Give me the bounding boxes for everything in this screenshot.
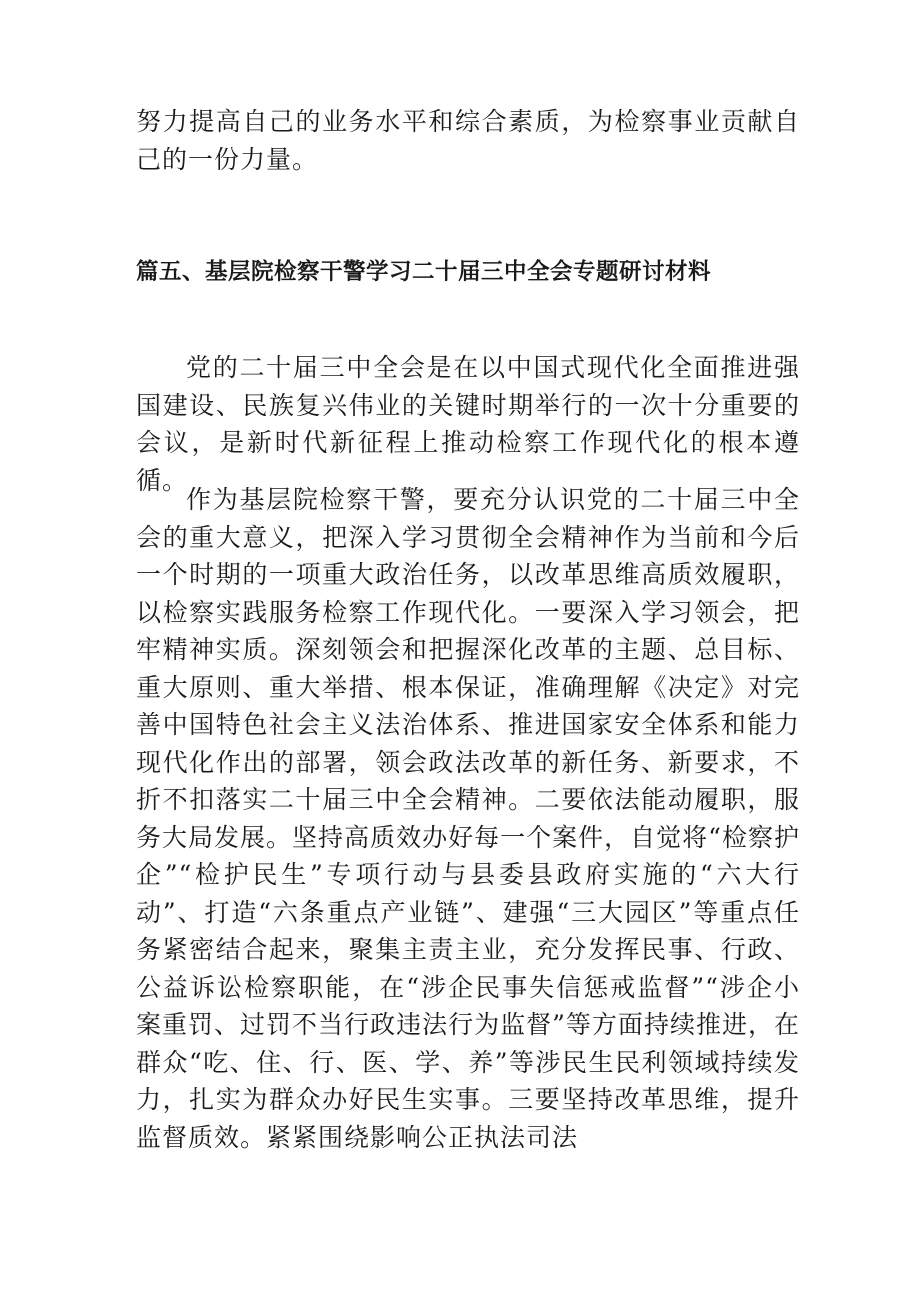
continued-paragraph: 努力提高自己的业务水平和综合素质，为检察事业贡献自己的一份力量。 (136, 107, 800, 174)
section-heading: 篇五、基层院检察干警学习二十届三中全会专题研讨材料 (136, 259, 712, 285)
body-paragraph: 党的二十届三中全会是在以中国式现代化全面推进强国建设、民族复兴伟业的关键时期举行的一次十分重要的会议，是新时代新征程上推动检察工作现代化的根本遵循。 (136, 353, 800, 495)
body-paragraph: 作为基层院检察干警，要充分认识党的二十届三中全会的重大意义，把深入学习贯彻全会精神作为当前和今后一个时期的一项重大政治任务，以改革思维高质效履职，以检察实践服务检察工作现代化。一要深入学习领会，把牢精神实质。深刻领会和把握深化改革的主题、总目标、重大原则、重大举措、根本保证，准确理解《决定》对完善中国特色社会主义法治体系、推进国家安全体系和能力现代化作出的部署，领会政法改革的新任务、新要求，不折不扣落实二十届三中全会精神。二要依法能动履职，服务大局发展。坚持高质效办好每一个案件，自觉将“检察护企”“检护民生”专项行动与县委县政府实施的“六大行动”、打造“六条重点产业链”、建强“三大园区”等重点任务紧密结合起来，聚集主责主业，充分发挥民事、行政、公益诉讼检察职能，在“涉企民事失信惩戒监督”“涉企小案重罚、过罚不当行政违法行为监督”等方面持续推进，在群众“吃、住、行、医、学、养”等涉民生民利领域持续发力，扎实为群众办好民生实事。三要坚持改革思维，提升监督质效。紧紧围绕影响公正执法司法 (136, 485, 800, 1152)
